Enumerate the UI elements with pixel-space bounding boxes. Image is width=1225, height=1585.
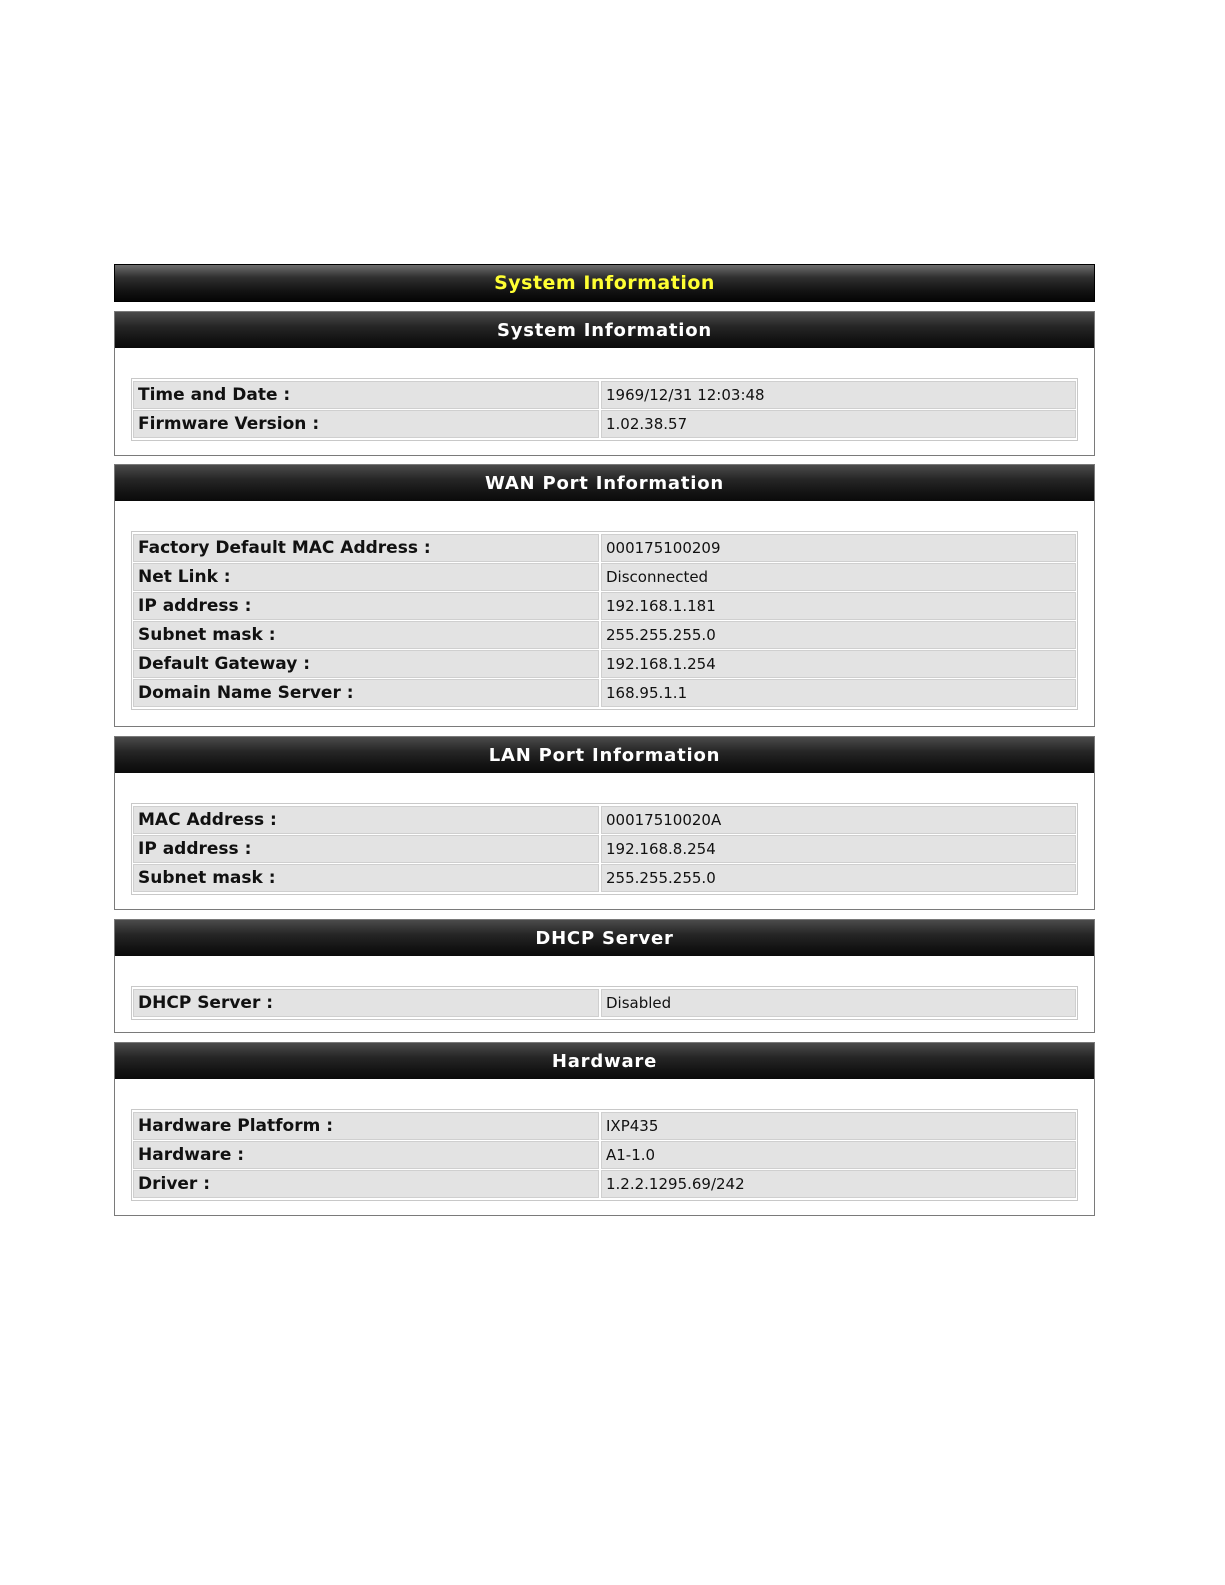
table-row — [133, 592, 1076, 620]
table-row — [133, 864, 1076, 892]
info-table — [131, 378, 1078, 441]
table-row — [133, 534, 1076, 562]
section-body — [115, 956, 1094, 1036]
row-label: Subnet mask : — [133, 621, 599, 649]
row-label: Time and Date : — [133, 381, 599, 409]
row-label: Driver : — [133, 1170, 599, 1198]
section-body — [115, 773, 1094, 911]
row-label: IP address : — [133, 835, 599, 863]
wan-port-information-section — [114, 464, 1095, 727]
row-value: 192.168.1.254 — [601, 650, 1076, 678]
page-title-bar — [114, 264, 1095, 302]
section-title: DHCP Server — [535, 927, 674, 949]
section-header — [115, 1043, 1094, 1079]
section-body — [115, 348, 1094, 457]
section-body — [115, 501, 1094, 726]
section-title: Hardware — [551, 1050, 658, 1072]
row-value: 255.255.255.0 — [601, 621, 1076, 649]
table-row — [133, 563, 1076, 591]
row-value: Disabled — [601, 989, 1076, 1017]
info-table — [131, 1109, 1078, 1201]
row-value: IXP435 — [601, 1112, 1076, 1140]
table-row — [133, 835, 1076, 863]
row-label: Factory Default MAC Address : — [133, 534, 599, 562]
row-value: 00017510020A — [601, 806, 1076, 834]
table-row — [133, 1141, 1076, 1169]
table-row — [133, 650, 1076, 678]
table-row — [133, 621, 1076, 649]
table-row — [133, 1112, 1076, 1140]
row-label: Subnet mask : — [133, 864, 599, 892]
table-row — [133, 410, 1076, 438]
section-title: LAN Port Information — [488, 744, 721, 766]
info-table — [131, 803, 1078, 895]
section-header — [115, 737, 1094, 773]
row-label: MAC Address : — [133, 806, 599, 834]
row-value: Disconnected — [601, 563, 1076, 591]
row-value: A1-1.0 — [601, 1141, 1076, 1169]
info-table — [131, 986, 1078, 1020]
table-row — [133, 381, 1076, 409]
row-label: Firmware Version : — [133, 410, 599, 438]
system-information-section — [114, 311, 1095, 456]
section-body — [115, 1079, 1094, 1217]
section-title: WAN Port Information — [484, 472, 725, 494]
page-title: System Information — [494, 272, 715, 294]
row-value: 1.2.2.1295.69/242 — [601, 1170, 1076, 1198]
row-value: 168.95.1.1 — [601, 679, 1076, 707]
row-label: Domain Name Server : — [133, 679, 599, 707]
row-label: Default Gateway : — [133, 650, 599, 678]
row-label: DHCP Server : — [133, 989, 599, 1017]
dhcp-server-section — [114, 919, 1095, 1033]
info-table — [131, 531, 1078, 710]
section-header — [115, 920, 1094, 956]
row-value: 000175100209 — [601, 534, 1076, 562]
lan-port-information-section — [114, 736, 1095, 910]
row-label: Net Link : — [133, 563, 599, 591]
row-label: Hardware : — [133, 1141, 599, 1169]
table-row — [133, 1170, 1076, 1198]
row-value: 192.168.1.181 — [601, 592, 1076, 620]
table-row — [133, 989, 1076, 1017]
table-row — [133, 806, 1076, 834]
row-value: 255.255.255.0 — [601, 864, 1076, 892]
table-row — [133, 679, 1076, 707]
section-header — [115, 312, 1094, 348]
section-header — [115, 465, 1094, 501]
hardware-section — [114, 1042, 1095, 1216]
row-value: 192.168.8.254 — [601, 835, 1076, 863]
row-value: 1969/12/31 12:03:48 — [601, 381, 1076, 409]
row-label: Hardware Platform : — [133, 1112, 599, 1140]
row-label: IP address : — [133, 592, 599, 620]
section-title: System Information — [496, 319, 713, 341]
row-value: 1.02.38.57 — [601, 410, 1076, 438]
